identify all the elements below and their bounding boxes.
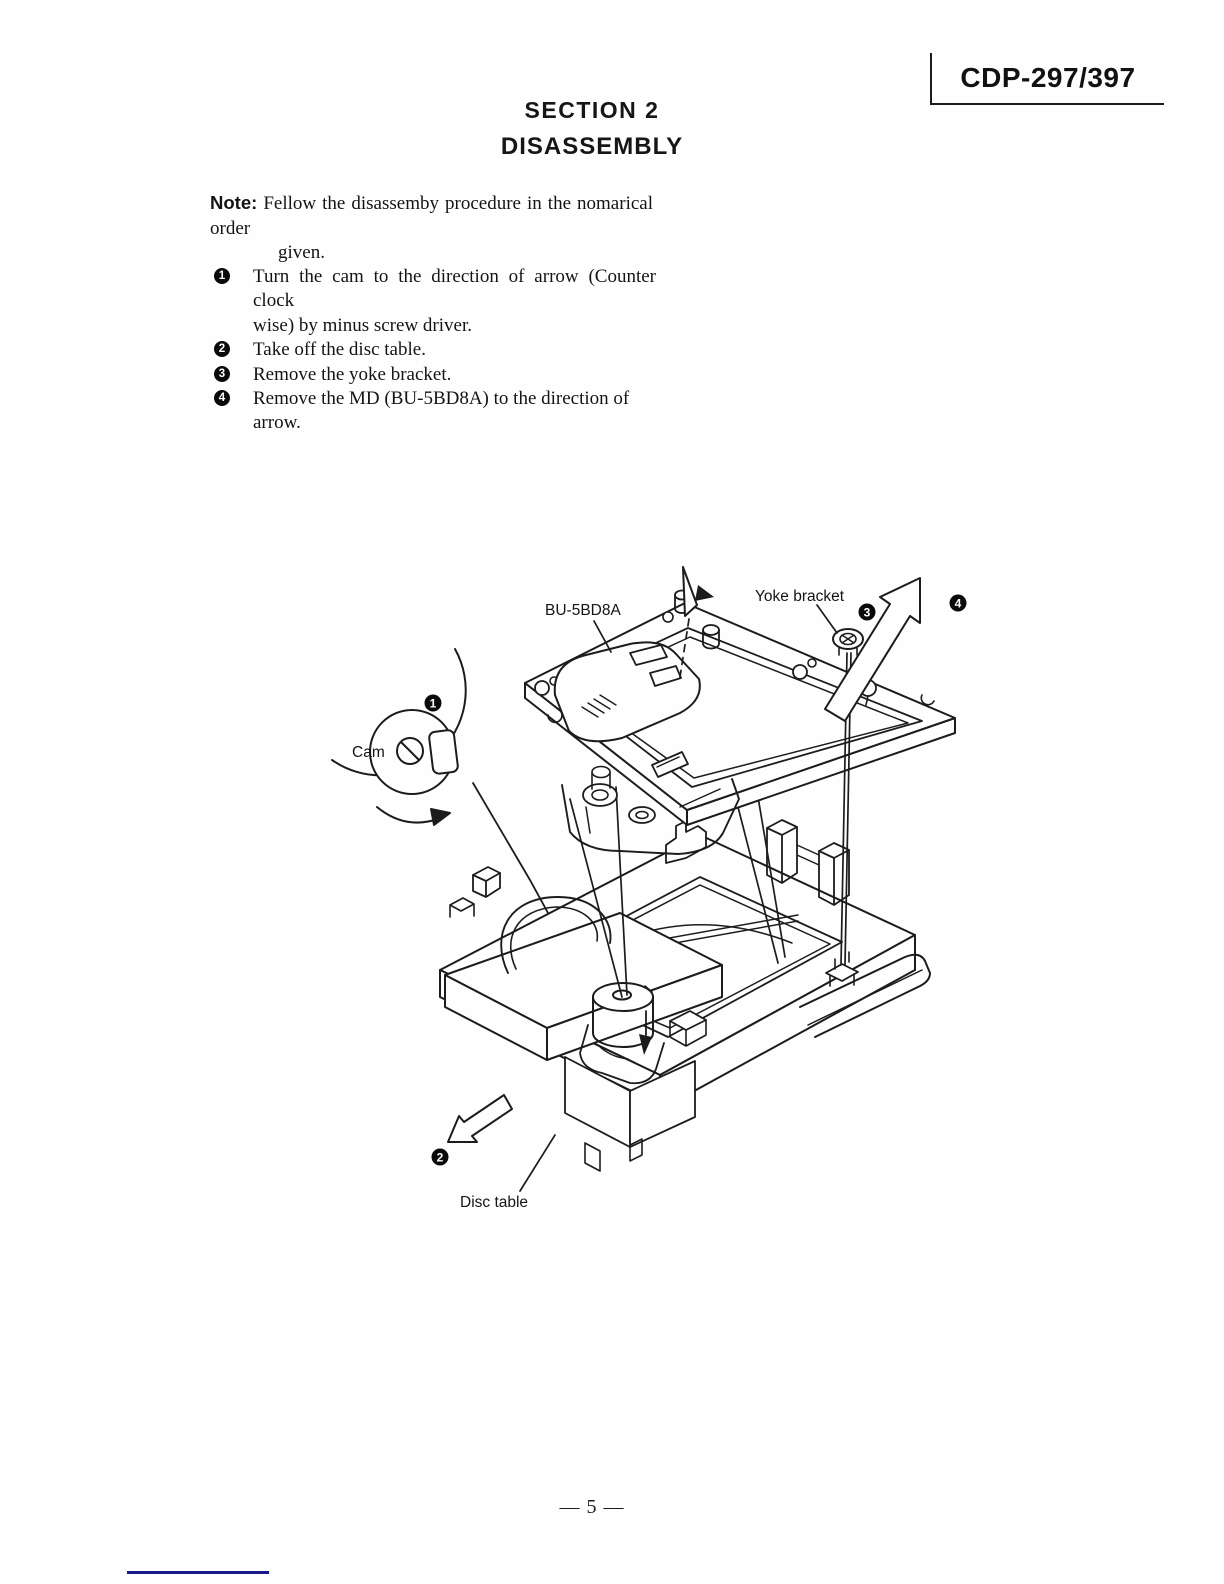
step-2: [218, 338, 656, 362]
label-yoke-bracket: Yoke bracket: [755, 588, 845, 605]
model-number: CDP-297/397: [960, 62, 1136, 93]
model-number-box: [930, 53, 1164, 105]
note-line1: Note: Fellow the disassemby procedure in the nomarical order: [210, 192, 653, 239]
disc-table-direction-arrow: [448, 1095, 512, 1142]
label-cam: Cam: [352, 744, 385, 761]
section-title-line1: SECTION 2: [524, 97, 660, 123]
section-title: [392, 97, 792, 161]
step-1-line2: wise) by minus screw driver.: [253, 314, 472, 336]
step-1-line1: Turn the cam to the direction of arrow (Counter clock: [253, 266, 656, 312]
step-4-line1: Remove the MD (BU-5BD8A) to the direction of arrow.: [253, 388, 630, 434]
cam-rotation-arrow: [377, 807, 450, 825]
label-disc-table: Disc table: [460, 1194, 529, 1211]
note-label: Note:: [210, 192, 258, 213]
disassembly-drawing: [330, 545, 970, 1225]
step-4-bullet: 4: [214, 390, 230, 406]
step-1-bullet: 1: [214, 268, 230, 284]
marker-4: 4: [954, 596, 962, 611]
note-paragraph: [210, 191, 653, 266]
section-title-line2: DISASSEMBLY: [500, 133, 684, 160]
marker-2: 2: [436, 1150, 444, 1165]
step-4: [218, 387, 656, 436]
step-2-bullet: 2: [214, 341, 230, 357]
marker-1: 1: [429, 696, 437, 711]
page-number: — 5 —: [559, 1496, 625, 1518]
step-3-bullet: 3: [214, 366, 230, 382]
note-line2: given.: [278, 242, 325, 263]
footer-blue-line: [127, 1571, 269, 1574]
disassembly-steps: [218, 265, 656, 436]
disassembly-diagram: [330, 545, 970, 1225]
marker-3: 3: [863, 605, 871, 620]
label-bu-5bd8a: BU-5BD8A: [545, 602, 621, 619]
step-3: [218, 363, 656, 387]
step-1: [218, 265, 656, 338]
step-3-line1: Remove the yoke bracket.: [253, 363, 452, 385]
step-2-line1: Take off the disc table.: [253, 339, 426, 361]
